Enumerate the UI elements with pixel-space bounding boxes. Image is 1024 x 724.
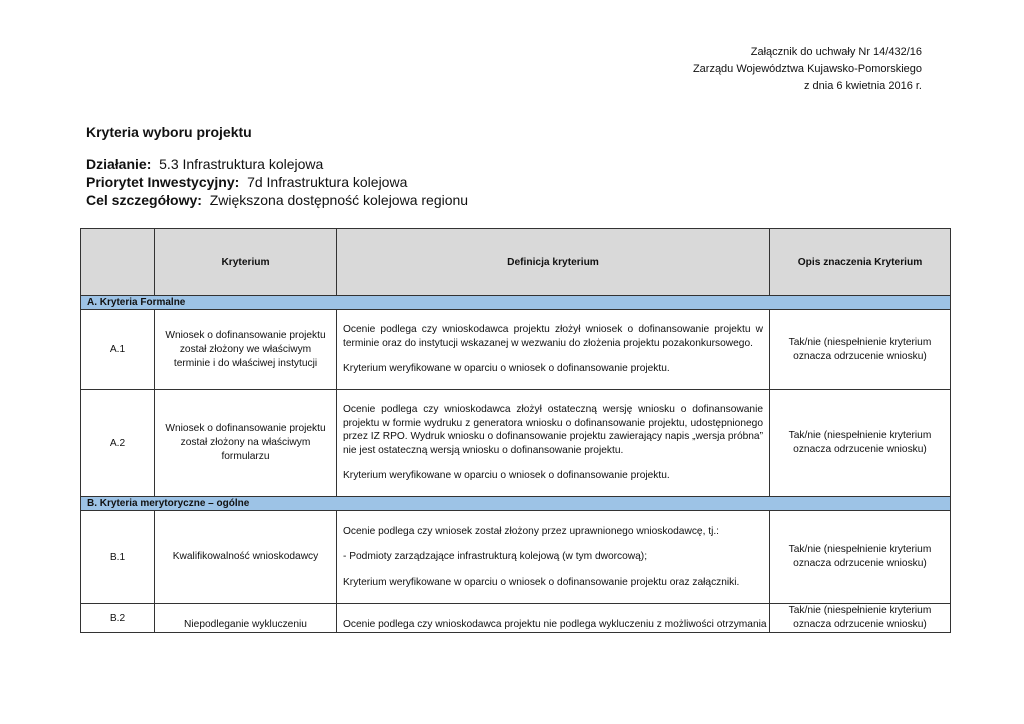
header-opis: Opis znaczenia Kryterium [770,229,951,296]
section-row-a [81,296,951,310]
criterion-significance: Tak/nie (niespełnienie kryterium oznacza odrzucenie wniosku) [770,390,951,497]
cel-value: Zwiększona dostępność kolejowa regionu [209,192,469,208]
criteria-table-wrapper [80,228,950,633]
cel-line [86,191,468,209]
priorytet-value: 7d Infrastruktura kolejowa [247,174,408,190]
definition-paragraph: Kryterium weryfikowane w oparciu o wniosek o dofinansowanie projektu. [343,363,670,375]
definition-paragraph: Ocenie podlega czy wniosek został złożony przez uprawnionego wnioskodawcę, tj.: [343,525,720,537]
criterion-significance: Tak/nie (niespełnienie kryterium oznacza odrzucenie wniosku) [770,511,951,604]
header-kryterium: Kryterium [155,229,337,296]
criterion-name: Niepodleganie wykluczeniu [155,604,337,633]
document-title: Kryteria wyboru projektu [86,124,252,140]
priorytet-label: Priorytet Inwestycyjny: [86,174,240,190]
criterion-id: A.2 [81,390,155,497]
criterion-name: Kwalifikowalność wnioskodawcy [155,511,337,604]
table-row [81,604,951,633]
priorytet-line [86,173,468,191]
criterion-id: A.1 [81,310,155,390]
dzialanie-line [86,155,468,173]
definition-paragraph: Ocenie podlega czy wnioskodawca projektu złożył wniosek o dofinansowanie projektu w terminie oraz do instytucji wskazanej w wezwaniu do złożenia projektu pozakonkursowego. [343,324,763,349]
criterion-definition [337,310,770,390]
definition-paragraph: Kryterium weryfikowane w oparciu o wniosek o dofinansowanie projektu oraz załączniki. [343,576,740,588]
criterion-significance: Tak/nie (niespełnienie kryterium oznacza odrzucenie wniosku) [770,310,951,390]
definition-paragraph: Ocenie podlega czy wnioskodawca złożył ostateczną wersję wniosku o dofinansowanie projektu w formie wydruku z generatora wniosku o dofinansowanie projektu, udostępnionego przez IZ RPO. Wydruk wniosku o dofinansowanie projektu zawierający napis „wersja próbna” nie jest ostateczną wersją wniosku o dofinansowanie projektu. [343,404,763,456]
criterion-significance: Tak/nie (niespełnienie kryterium oznacza odrzucenie wniosku) [770,604,951,633]
section-row-b [81,497,951,511]
cel-label: Cel szczegółowy: [86,192,202,208]
annex-line-3: z dnia 6 kwietnia 2016 r. [803,80,922,92]
criteria-table [80,228,951,633]
table-row [81,390,951,497]
header-id [81,229,155,296]
dzialanie-value: 5.3 Infrastruktura kolejowa [159,156,324,172]
definition-paragraph: Kryterium weryfikowane w oparciu o wniosek o dofinansowanie projektu. [343,470,670,482]
criterion-name: Wniosek o dofinansowanie projektu został złożony na właściwym formularzu [155,390,337,497]
table-row [81,310,951,390]
criterion-id: B.2 [81,604,155,633]
criterion-definition: Ocenie podlega czy wnioskodawca projektu nie podlega wykluczeniu z możliwości otrzymania [337,604,770,633]
table-header-row [81,229,951,296]
annex-line-1: Załącznik do uchwały Nr 14/432/16 [750,46,922,58]
annex-line-2: Zarządu Województwa Kujawsko-Pomorskiego [692,63,922,75]
criterion-definition [337,511,770,604]
section-label-a: A. Kryteria Formalne [81,296,951,310]
definition-paragraph: - Podmioty zarządzające infrastrukturą kolejową (w tym dworcową); [343,551,648,563]
section-label-b: B. Kryteria merytoryczne – ogólne [81,497,951,511]
annex-header [693,44,922,95]
table-row [81,511,951,604]
criterion-definition [337,390,770,497]
dzialanie-label: Działanie: [86,156,152,172]
criterion-name: Wniosek o dofinansowanie projektu został złożony we właściwym terminie i do właściwej instytucji [155,310,337,390]
criterion-id: B.1 [81,511,155,604]
header-definicja: Definicja kryterium [337,229,770,296]
document-heading [86,124,468,209]
